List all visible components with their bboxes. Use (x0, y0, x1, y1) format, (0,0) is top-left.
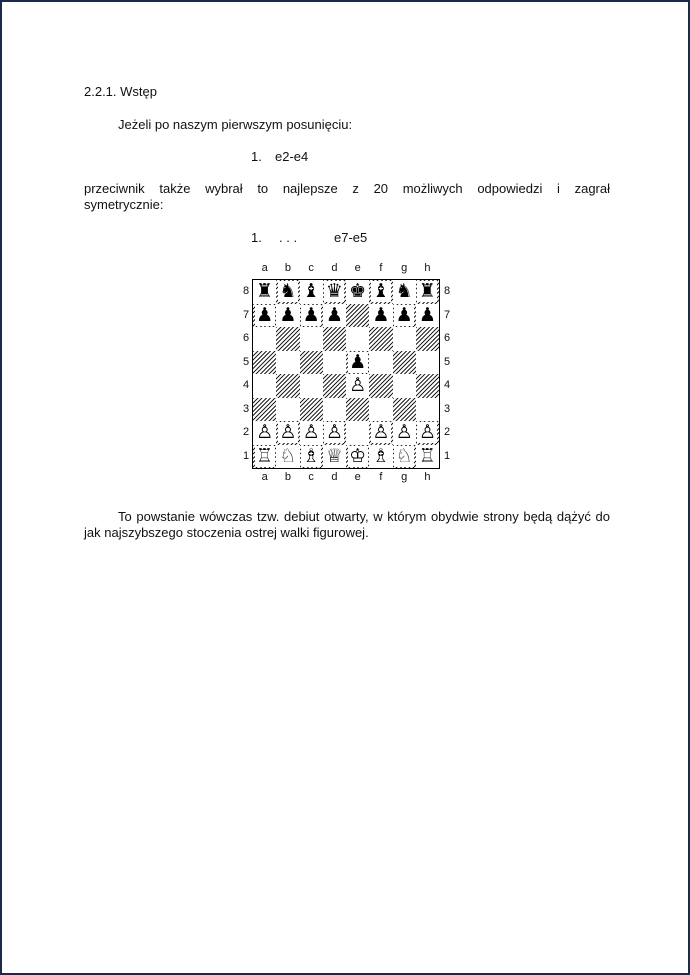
square-b7 (276, 304, 299, 328)
square-h4 (416, 374, 439, 398)
square-d8 (323, 280, 346, 304)
square-b3 (276, 398, 299, 422)
square-g1 (393, 445, 416, 469)
closing-paragraph: To powstanie wówczas tzw. debiut otwarty, w którym obydwie strony będą dążyć do jak najszybszego stoczenia ostrej walki figurowej. (84, 509, 610, 540)
section-heading: 2.2.1. Wstęp (84, 84, 157, 99)
black-pawn-icon: ♟ (349, 350, 367, 373)
rank-label-1: 1 (242, 449, 250, 462)
file-label-f: f (379, 471, 383, 483)
square-h5 (416, 351, 439, 375)
intro-paragraph: Jeżeli po naszym pierwszym posunięciu: (118, 117, 353, 132)
rank-label-8: 8 (242, 285, 250, 297)
black-pawn-icon: ♟ (418, 303, 436, 326)
square-f3 (369, 398, 392, 422)
chess-diagram (238, 260, 454, 488)
square-h1 (416, 445, 439, 469)
square-c2 (300, 421, 323, 445)
square-b1 (276, 445, 299, 469)
white-pawn-icon: ♙ (395, 421, 413, 444)
file-label-a: a (261, 471, 268, 483)
square-f7 (369, 304, 392, 328)
file-label-e: e (354, 471, 361, 483)
black-pawn-icon: ♟ (256, 303, 274, 326)
square-d3 (323, 398, 346, 422)
file-label-g: g (401, 471, 408, 483)
black-bishop-icon: ♝ (302, 280, 320, 303)
square-g2 (393, 421, 416, 445)
rank-label-6: 6 (443, 332, 451, 344)
square-g5 (393, 351, 416, 375)
square-d4 (323, 374, 346, 398)
rank-label-5: 5 (443, 355, 451, 368)
paragraph-2-line-1: przeciwnik także wybrał to najlepsze z 20 możliwych odpowiedzi i zagrał (84, 181, 610, 196)
white-bishop-icon: ♗ (372, 444, 390, 467)
square-c3 (300, 398, 323, 422)
square-h6 (416, 327, 439, 351)
square-b8 (276, 280, 299, 304)
square-f4 (369, 374, 392, 398)
move2-notation: e7-e5 (334, 230, 368, 245)
white-knight-icon: ♘ (395, 444, 413, 467)
square-d5 (323, 351, 346, 375)
rank-label-8: 8 (443, 285, 451, 297)
square-e7 (346, 304, 369, 328)
file-label-h: h (424, 471, 431, 483)
square-c8 (300, 280, 323, 304)
file-label-a: a (261, 262, 268, 274)
square-c7 (300, 304, 323, 328)
square-f2 (369, 421, 392, 445)
square-f5 (369, 351, 392, 375)
rank-label-7: 7 (443, 308, 451, 321)
white-pawn-icon: ♙ (256, 421, 274, 444)
black-knight-icon: ♞ (279, 280, 297, 303)
rank-labels-left (240, 280, 252, 468)
black-pawn-icon: ♟ (372, 303, 390, 326)
white-pawn-icon: ♙ (349, 374, 367, 397)
file-labels-top (253, 262, 439, 276)
move2-number: 1. (251, 230, 262, 245)
square-c6 (300, 327, 323, 351)
rank-label-7: 7 (242, 308, 250, 321)
square-h2 (416, 421, 439, 445)
square-g7 (393, 304, 416, 328)
rank-label-5: 5 (242, 355, 250, 368)
black-rook-icon: ♜ (418, 280, 436, 303)
black-pawn-icon: ♟ (302, 303, 320, 326)
square-a2 (253, 421, 276, 445)
square-c5 (300, 351, 323, 375)
square-f8 (369, 280, 392, 304)
square-b6 (276, 327, 299, 351)
file-label-d: d (331, 471, 338, 483)
file-label-f: f (379, 262, 383, 274)
square-g8 (393, 280, 416, 304)
file-label-c: c (308, 471, 314, 483)
square-d6 (323, 327, 346, 351)
white-pawn-icon: ♙ (302, 421, 320, 444)
rank-label-2: 2 (242, 426, 250, 438)
move1-notation: e2-e4 (275, 149, 309, 164)
black-bishop-icon: ♝ (372, 280, 390, 303)
square-b5 (276, 351, 299, 375)
white-pawn-icon: ♙ (372, 421, 390, 444)
white-rook-icon: ♖ (418, 444, 436, 467)
square-c4 (300, 374, 323, 398)
rank-label-6: 6 (242, 332, 250, 344)
square-f6 (369, 327, 392, 351)
white-bishop-icon: ♗ (302, 444, 320, 467)
square-h7 (416, 304, 439, 328)
square-e2 (346, 421, 369, 445)
square-e4 (346, 374, 369, 398)
square-a4 (253, 374, 276, 398)
square-b2 (276, 421, 299, 445)
file-label-c: c (308, 262, 314, 274)
white-king-icon: ♔ (349, 444, 367, 467)
square-f1 (369, 445, 392, 469)
rank-label-3: 3 (242, 402, 250, 415)
rank-labels-right (441, 280, 453, 468)
square-a3 (253, 398, 276, 422)
rank-label-3: 3 (443, 402, 451, 415)
file-label-h: h (424, 262, 431, 274)
black-pawn-icon: ♟ (395, 303, 413, 326)
square-g6 (393, 327, 416, 351)
black-pawn-icon: ♟ (325, 303, 343, 326)
black-queen-icon: ♛ (325, 280, 343, 303)
rank-label-4: 4 (443, 379, 451, 391)
black-king-icon: ♚ (349, 280, 367, 303)
square-d1 (323, 445, 346, 469)
square-a5 (253, 351, 276, 375)
file-label-e: e (354, 262, 361, 274)
square-d2 (323, 421, 346, 445)
square-a7 (253, 304, 276, 328)
white-queen-icon: ♕ (325, 444, 343, 467)
file-label-b: b (284, 471, 291, 483)
square-e6 (346, 327, 369, 351)
move1-number: 1. (251, 149, 262, 164)
square-a8 (253, 280, 276, 304)
white-knight-icon: ♘ (279, 444, 297, 467)
file-label-g: g (401, 262, 408, 274)
black-rook-icon: ♜ (256, 280, 274, 303)
square-a1 (253, 445, 276, 469)
file-labels-bottom (253, 471, 439, 485)
square-h8 (416, 280, 439, 304)
square-d7 (323, 304, 346, 328)
file-label-d: d (331, 262, 338, 274)
square-b4 (276, 374, 299, 398)
move2-ellipsis: . . . (279, 230, 298, 245)
square-e3 (346, 398, 369, 422)
square-e1 (346, 445, 369, 469)
black-pawn-icon: ♟ (279, 303, 297, 326)
black-knight-icon: ♞ (395, 280, 413, 303)
white-pawn-icon: ♙ (279, 421, 297, 444)
rank-label-4: 4 (242, 379, 250, 391)
white-rook-icon: ♖ (256, 444, 274, 467)
rank-label-1: 1 (443, 449, 451, 462)
paragraph-2-line-2: symetrycznie: (84, 197, 164, 212)
white-pawn-icon: ♙ (325, 421, 343, 444)
square-e8 (346, 280, 369, 304)
file-label-b: b (284, 262, 291, 274)
square-e5 (346, 351, 369, 375)
rank-label-2: 2 (443, 426, 451, 438)
square-h3 (416, 398, 439, 422)
square-a6 (253, 327, 276, 351)
square-g3 (393, 398, 416, 422)
white-pawn-icon: ♙ (418, 421, 436, 444)
chess-board (252, 279, 440, 469)
square-c1 (300, 445, 323, 469)
square-g4 (393, 374, 416, 398)
